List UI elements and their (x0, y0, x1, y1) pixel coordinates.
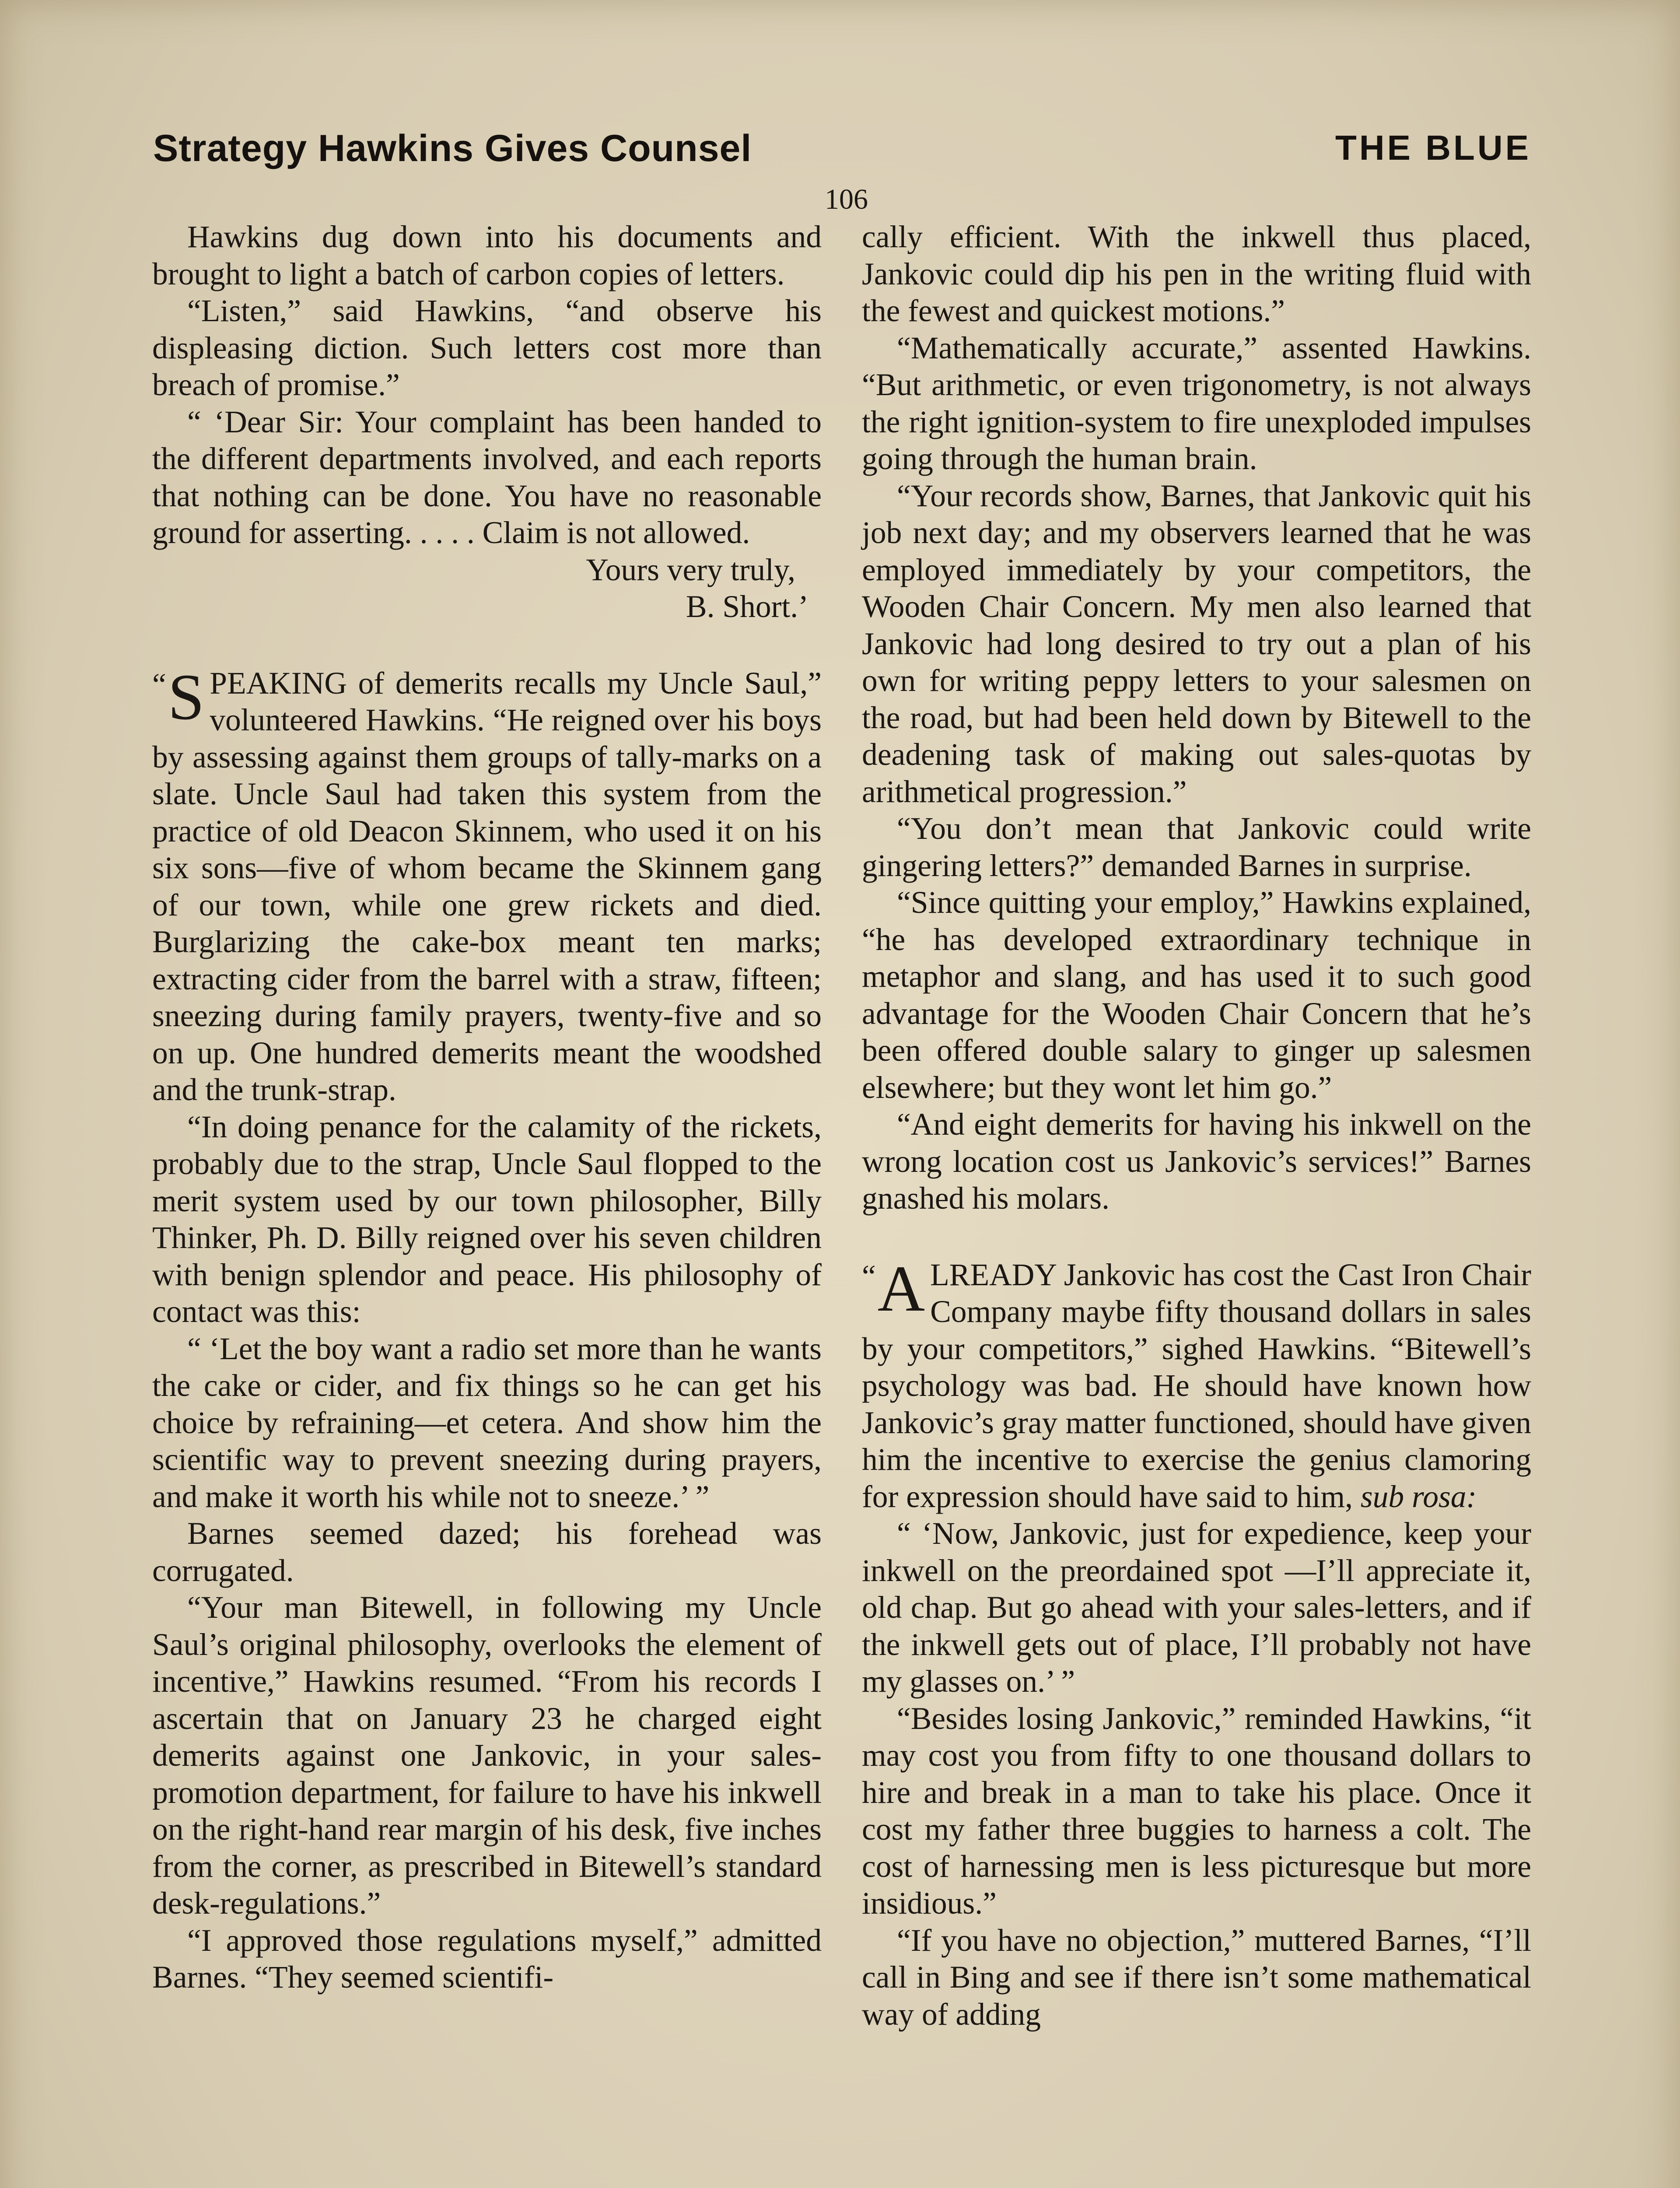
right-column (862, 219, 1531, 2033)
paragraph: “Since quitting your employ,” Hawkins explained, “he has developed extraordinary technique in metaphor and slang, and has used it to such good advantage for the Wooden Chair Concern that he’s been offered double salary to ginger up salesmen elsewhere; but they wont let him go.” (862, 885, 1531, 1105)
paragraph: “Listen,” said Hawkins, “and observe his displeasing diction. Such letters cost more than breach of promise.” (152, 294, 822, 402)
opening-quote: “ (152, 667, 166, 702)
opening-quote: “ (862, 1259, 876, 1294)
paragraph: “I approved those regulations myself,” admitted Barnes. “They seemed scientifi- (152, 1923, 822, 1995)
story-title: Strategy Hawkins Gives Counsel (153, 127, 752, 169)
letter-signature: B. Short.’ (686, 589, 808, 624)
letter-quote: “ ‘Dear Sir: Your complaint has been handed to the different departments involved, and each reports that nothing can be done. You have no reasonable ground for asserting. . . . . Claim is not allowed. (152, 404, 822, 550)
paragraph: “Your records show, Barnes, that Jankovic quit his job next day; and my observers learned that he was employed immediately by your competitors, the Wooden Chair Concern. My men also learned that Jankovic had long desired to try out a plan of his own for writing peppy letters to your salesmen on the road, but had been held down by Bitewell to the deadening task of making out sales-quotas by arithmetical progression.” (862, 478, 1531, 809)
paragraph: Barnes seemed dazed; his forehead was corrugated. (152, 1516, 822, 1588)
paragraph: “Besides losing Jankovic,” reminded Hawkins, “it may cost you from fifty to one thousand dollars to hire and break in a man to take his place. Once it cost my father three buggies to harness a colt. The cost of harnessing men is less picturesque but more insidious.” (862, 1701, 1531, 1921)
paragraph: “You don’t mean that Jankovic could write gingering letters?” demanded Barnes in surprise. (862, 811, 1531, 883)
drop-cap: A (877, 1252, 925, 1325)
paragraph: “If you have no objection,” muttered Barnes, “I’ll call in Bing and see if there isn’t some mathematical way of adding (862, 1923, 1531, 2032)
section-opening (862, 1252, 1531, 1516)
section-text: PEAKING of demerits recalls my Uncle Saul,” volunteered Hawkins. “He reigned over his boys by assessing against them groups of tally-marks on a slate. Uncle Saul had taken this system from the practice of old Deacon Skinnem, who used it on his six sons—five of whom became the Skinnem gang of our town, while one grew rickets and died. Burglarizing the cake-box meant ten marks; extracting cider from the barrel with a straw, fifteen; sneezing during family prayers, twenty-five and so on up. One hundred demerits meant the woodshed and the trunk-strap. (152, 666, 822, 1107)
drop-cap: S (168, 660, 205, 733)
paragraph: Hawkins dug down into his documents and brought to light a batch of carbon copies of letters. (152, 220, 822, 291)
paragraph: “Your man Bitewell, in following my Uncle Saul’s original philosophy, overlooks the element of incentive,” Hawkins resumed. “From his records I ascertain that on January 23 he charged eight demerits against one Jankovic, in your sales-promotion department, for failure to have his inkwell on the right-hand rear margin of his desk, five inches from the corner, as prescribed in Bitewell’s standard desk-regulations.” (152, 1590, 822, 1921)
paragraph-continued: cally efficient. With the inkwell thus placed, Jankovic could dip his pen in the writing fluid with the fewest and quickest motions.” (862, 220, 1531, 328)
italic-phrase: sub rosa: (1360, 1479, 1477, 1514)
paragraph: “In doing penance for the calamity of the rickets, probably due to the strap, Uncle Saul flopped to the merit system used by our town philosopher, Billy Thinker, Ph. D. Billy reigned over his seven children with benign splendor and peace. His philosophy of contact was this: (152, 1109, 822, 1329)
section-text: LREADY Jankovic has cost the Cast Iron Chair Company maybe fifty thousand dollars in sales by your competitors,” sighed Hawkins. “Bitewell’s psychology was bad. He should have known how Jankovic’s gray matter functioned, should have given him the incentive to exercise the genius clamoring for expression should have said to him, (862, 1257, 1531, 1514)
letter-closing: Yours very truly, (586, 552, 795, 587)
paragraph: “ ‘Now, Jankovic, just for expedience, keep your inkwell on the preordained spot —I’ll appreciate it, old chap. But go ahead with your sales-letters, and if the inkwell gets out of place, I’ll probably not have my glasses on.’ ” (862, 1516, 1531, 1699)
section-opening (152, 660, 822, 1109)
paragraph: “ ‘Let the boy want a radio set more than he wants the cake or cider, and fix things so he can get his choice by refraining—et cetera. And show him the scientific way to prevent sneezing during prayers, and make it worth his while not to sneeze.’ ” (152, 1331, 822, 1514)
left-column (152, 219, 822, 1996)
magazine-name: THE BLUE (1335, 128, 1531, 167)
page-number: 106 (825, 183, 868, 215)
paragraph: “Mathematically accurate,” assented Hawkins. “But arithmetic, or even trigonometry, is not always the right ignition-system to fire unexploded impulses going through the human brain. (862, 330, 1531, 476)
paragraph: “And eight demerits for having his inkwell on the wrong location cost us Jankovic’s services!” Barnes gnashed his molars. (862, 1107, 1531, 1216)
